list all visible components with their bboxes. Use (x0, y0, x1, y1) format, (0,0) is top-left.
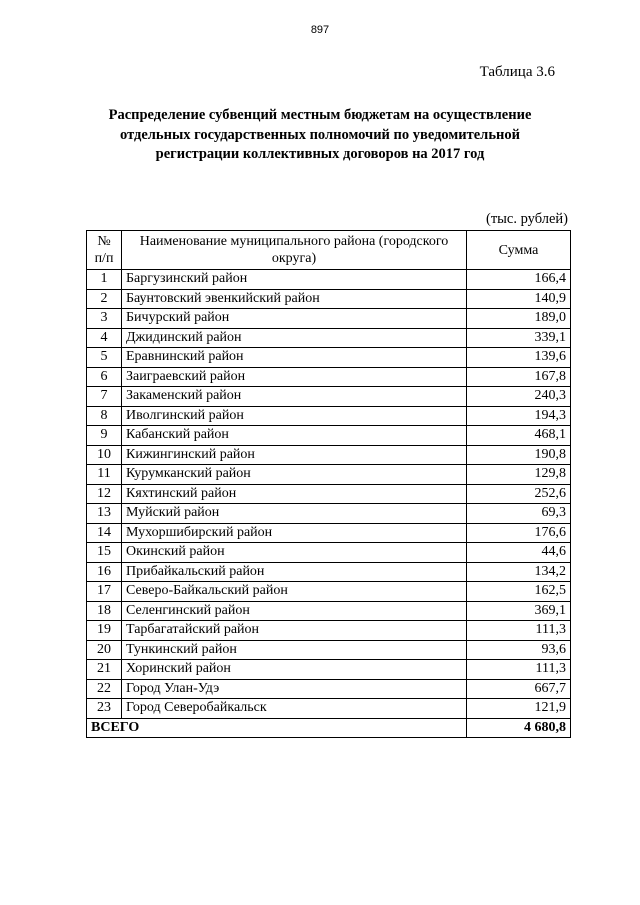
row-name: Джидинский район (122, 328, 467, 348)
row-number: 4 (87, 328, 122, 348)
total-sum: 4 680,8 (467, 718, 571, 738)
title-line-2: отдельных государственных полномочий по уведомительной (120, 126, 520, 143)
row-name: Прибайкальский район (122, 562, 467, 582)
table-body (87, 270, 571, 719)
header-sum: Сумма (467, 231, 571, 270)
row-sum: 69,3 (467, 504, 571, 524)
row-name: Город Улан-Удэ (122, 679, 467, 699)
row-number: 16 (87, 562, 122, 582)
table-row (87, 523, 571, 543)
row-sum: 139,6 (467, 348, 571, 368)
header-name: Наименование муниципального района (городского округа) (122, 231, 467, 270)
row-name: Курумканский район (122, 465, 467, 485)
row-sum: 189,0 (467, 309, 571, 329)
row-sum: 121,9 (467, 699, 571, 719)
table-row (87, 562, 571, 582)
row-sum: 134,2 (467, 562, 571, 582)
row-sum: 93,6 (467, 640, 571, 660)
table-row (87, 621, 571, 641)
table-row (87, 387, 571, 407)
row-number: 22 (87, 679, 122, 699)
table-row (87, 309, 571, 329)
total-label: ВСЕГО (87, 718, 467, 738)
row-name: Окинский район (122, 543, 467, 563)
row-number: 1 (87, 270, 122, 290)
table-row (87, 699, 571, 719)
row-sum: 240,3 (467, 387, 571, 407)
table-row (87, 328, 571, 348)
row-number: 21 (87, 660, 122, 680)
row-name: Селенгинский район (122, 601, 467, 621)
row-sum: 140,9 (467, 289, 571, 309)
table-row (87, 289, 571, 309)
table-row (87, 445, 571, 465)
row-number: 12 (87, 484, 122, 504)
page-number: 897 (310, 24, 330, 36)
row-number: 9 (87, 426, 122, 446)
row-name: Город Северобайкальск (122, 699, 467, 719)
table-row (87, 601, 571, 621)
row-number: 6 (87, 367, 122, 387)
row-name: Бичурский район (122, 309, 467, 329)
total-row (87, 718, 571, 738)
row-name: Тункинский район (122, 640, 467, 660)
table-header-row (87, 231, 571, 270)
subventions-table (86, 230, 571, 738)
units-label: (тыс. рублей) (486, 211, 568, 227)
row-number: 17 (87, 582, 122, 602)
row-name: Хоринский район (122, 660, 467, 680)
row-sum: 129,8 (467, 465, 571, 485)
table-row (87, 270, 571, 290)
row-number: 11 (87, 465, 122, 485)
row-number: 7 (87, 387, 122, 407)
table-row (87, 679, 571, 699)
row-sum: 190,8 (467, 445, 571, 465)
row-number: 10 (87, 445, 122, 465)
table-row (87, 406, 571, 426)
document-title (95, 106, 545, 165)
title-line-1: Распределение субвенций местным бюджетам на осуществление (108, 107, 532, 123)
table-row (87, 582, 571, 602)
table-row (87, 348, 571, 368)
row-name: Еравнинский район (122, 348, 467, 368)
row-number: 18 (87, 601, 122, 621)
row-name: Кабанский район (122, 426, 467, 446)
row-number: 3 (87, 309, 122, 329)
row-sum: 252,6 (467, 484, 571, 504)
row-sum: 339,1 (467, 328, 571, 348)
table-reference: Таблица 3.6 (479, 64, 555, 80)
row-name: Заиграевский район (122, 367, 467, 387)
header-number: № п/п (87, 231, 122, 270)
row-name: Закаменский район (122, 387, 467, 407)
row-sum: 194,3 (467, 406, 571, 426)
row-sum: 167,8 (467, 367, 571, 387)
row-name: Баунтовский эвенкийский район (122, 289, 467, 309)
table-row (87, 660, 571, 680)
row-number: 2 (87, 289, 122, 309)
table-row (87, 504, 571, 524)
row-number: 5 (87, 348, 122, 368)
table-row (87, 484, 571, 504)
row-sum: 44,6 (467, 543, 571, 563)
row-number: 15 (87, 543, 122, 563)
row-sum: 468,1 (467, 426, 571, 446)
row-sum: 667,7 (467, 679, 571, 699)
row-sum: 166,4 (467, 270, 571, 290)
row-name: Иволгинский район (122, 406, 467, 426)
row-name: Северо-Байкальский район (122, 582, 467, 602)
row-name: Муйский район (122, 504, 467, 524)
row-name: Кяхтинский район (122, 484, 467, 504)
table-row (87, 543, 571, 563)
table-row (87, 465, 571, 485)
row-sum: 369,1 (467, 601, 571, 621)
row-sum: 111,3 (467, 621, 571, 641)
table-row (87, 640, 571, 660)
table-row (87, 367, 571, 387)
table-row (87, 426, 571, 446)
row-sum: 162,5 (467, 582, 571, 602)
row-sum: 176,6 (467, 523, 571, 543)
row-number: 19 (87, 621, 122, 641)
row-number: 14 (87, 523, 122, 543)
row-name: Тарбагатайский район (122, 621, 467, 641)
title-line-3: регистрации коллективных договоров на 2017 год (155, 146, 485, 162)
row-sum: 111,3 (467, 660, 571, 680)
row-name: Баргузинский район (122, 270, 467, 290)
row-name: Кижингинский район (122, 445, 467, 465)
row-number: 20 (87, 640, 122, 660)
row-number: 8 (87, 406, 122, 426)
row-number: 13 (87, 504, 122, 524)
row-name: Мухоршибирский район (122, 523, 467, 543)
row-number: 23 (87, 699, 122, 719)
